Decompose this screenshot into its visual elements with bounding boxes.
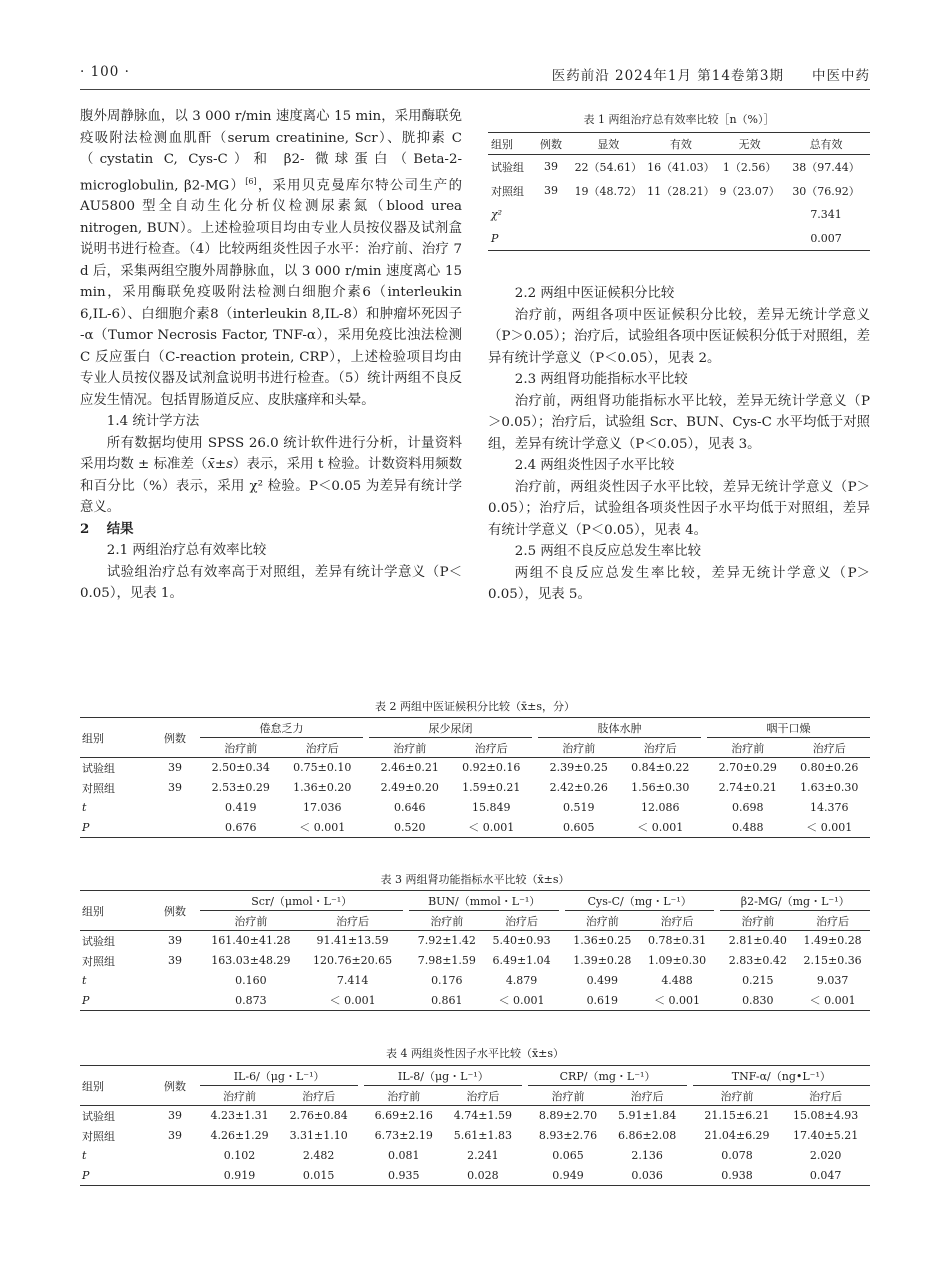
table-cell: 1.63±0.30 bbox=[800, 781, 859, 794]
table-sub-header: 治疗前 bbox=[369, 738, 451, 758]
table-cell: 15.849 bbox=[472, 801, 511, 814]
table-group-header: Cys-C/（mg・L⁻¹） bbox=[565, 891, 715, 911]
table-cell: 0.065 bbox=[552, 1149, 584, 1162]
table-cell: ＜ 0.001 bbox=[654, 994, 701, 1008]
table-cell bbox=[645, 203, 718, 227]
table-cell: 2.70±0.29 bbox=[718, 761, 777, 775]
table-cell: 0.619 bbox=[586, 993, 619, 1007]
table-cell: 1.49±0.28 bbox=[803, 934, 862, 948]
table-cell bbox=[572, 227, 645, 251]
table-cell: 22（54.61） bbox=[574, 160, 643, 174]
table-header-cell: 有效 bbox=[645, 133, 718, 155]
table-cell: 试验组 bbox=[491, 160, 524, 174]
table-cell: 4.879 bbox=[505, 974, 538, 987]
heading-2: 2 结果 bbox=[80, 520, 134, 537]
table-row bbox=[80, 1106, 870, 1126]
table-group-header: CRP/（mg・L⁻¹） bbox=[528, 1066, 686, 1086]
table1 bbox=[488, 132, 870, 251]
table-cell bbox=[150, 798, 200, 818]
table-cell: 0.605 bbox=[563, 820, 595, 834]
table-row bbox=[80, 991, 870, 1011]
table-cell: 2.53±0.29 bbox=[211, 781, 270, 794]
table-cell: 0.938 bbox=[721, 1168, 753, 1182]
journal-info: 医药前沿 2024年1月 第14卷第3期 bbox=[551, 68, 784, 84]
table-cell: 39 bbox=[544, 160, 559, 174]
table-cell: 0.007 bbox=[810, 231, 842, 245]
table-cell: 0.160 bbox=[235, 974, 267, 987]
table-cell: 5.91±1.84 bbox=[618, 1109, 677, 1123]
result-2-4-paragraph: 治疗前，两组炎性因子水平比较，差异无统计学意义（P＞0.05）；治疗后，试验组各项炎性因子水平均低于对照组，差异有统计学意义（P＜0.05），见表 4。 bbox=[488, 479, 870, 538]
table-sub-header: 治疗前 bbox=[200, 911, 302, 931]
table-group-header: β2-MG/（mg・L⁻¹） bbox=[720, 891, 870, 911]
table-cell: 11（28.21） bbox=[647, 184, 715, 198]
heading-2-3: 2.3 两组肾功能指标水平比较 bbox=[514, 372, 688, 387]
table-cell: 39 bbox=[168, 1109, 182, 1123]
table-sub-header: 治疗后 bbox=[620, 738, 702, 758]
table-row bbox=[488, 227, 870, 251]
left-column bbox=[80, 106, 462, 605]
table-cell bbox=[530, 227, 572, 251]
table-cell: P bbox=[82, 993, 90, 1007]
table-cell: 对照组 bbox=[491, 184, 524, 198]
table-sub-header: 治疗前 bbox=[693, 1086, 782, 1106]
table-cell: P bbox=[82, 820, 90, 834]
table-cell: 2.83±0.42 bbox=[728, 954, 787, 967]
table-header-cell: 例数 bbox=[150, 891, 200, 931]
table-row bbox=[80, 778, 870, 798]
table-cell: 0.949 bbox=[552, 1168, 584, 1182]
table-cell: 对照组 bbox=[82, 954, 115, 968]
table-cell bbox=[530, 203, 572, 227]
table-row bbox=[80, 1126, 870, 1146]
table-cell: ＜ 0.001 bbox=[809, 994, 856, 1008]
heading-1-4: 1.4 统计学方法 bbox=[106, 414, 200, 430]
table-cell: 30（76.92） bbox=[792, 184, 860, 198]
table-cell: ＜ 0.001 bbox=[637, 821, 684, 835]
table-cell: 39 bbox=[168, 761, 182, 775]
table-group-header: 倦怠乏力 bbox=[200, 718, 363, 738]
table-cell: 2.76±0.84 bbox=[289, 1109, 348, 1123]
table-group-header: TNF-α/（ng•L⁻¹） bbox=[693, 1066, 870, 1086]
table-cell: t bbox=[82, 801, 87, 814]
table-cell: 4.23±1.31 bbox=[210, 1109, 269, 1123]
table-cell: 2.15±0.36 bbox=[803, 954, 862, 967]
table-sub-header: 治疗前 bbox=[538, 738, 620, 758]
table-cell: 14.376 bbox=[810, 801, 849, 814]
table-cell bbox=[572, 203, 645, 227]
table-cell: 38（97.44） bbox=[792, 160, 860, 174]
table-cell: 39 bbox=[168, 954, 182, 967]
table-cell: 17.036 bbox=[303, 801, 342, 814]
table-header-cell: 组别 bbox=[80, 1066, 150, 1106]
table-sub-header: 治疗前 bbox=[409, 911, 484, 931]
table-cell: 9.037 bbox=[816, 974, 849, 987]
table-cell: 0.78±0.31 bbox=[647, 934, 707, 948]
table-row bbox=[80, 1166, 870, 1186]
table-cell: 2.46±0.21 bbox=[380, 761, 439, 775]
table-cell: 0.499 bbox=[586, 974, 619, 987]
table-cell: 2.241 bbox=[467, 1149, 499, 1162]
table-row bbox=[80, 931, 870, 951]
table-cell: 2.49±0.20 bbox=[380, 781, 439, 794]
table-cell: 0.676 bbox=[225, 820, 257, 834]
table-cell bbox=[150, 818, 200, 838]
table-header-cell: 组别 bbox=[488, 133, 530, 155]
table-row bbox=[488, 179, 870, 203]
table-cell: 39 bbox=[168, 781, 182, 794]
table-sub-header: 治疗后 bbox=[781, 1086, 870, 1106]
table-cell: 0.081 bbox=[388, 1149, 420, 1162]
table-cell: ＜ 0.001 bbox=[468, 821, 515, 835]
table-group-header: IL-8/（μg・L⁻¹） bbox=[364, 1066, 522, 1086]
table-cell: 2.50±0.34 bbox=[211, 761, 270, 775]
table-cell: 0.102 bbox=[223, 1149, 256, 1162]
table-cell: 9（23.07） bbox=[719, 184, 780, 198]
table-cell: 2.74±0.21 bbox=[718, 781, 777, 794]
table-row bbox=[80, 818, 870, 838]
table-cell: 1.59±0.21 bbox=[462, 781, 521, 794]
table-cell: 120.76±20.65 bbox=[312, 954, 393, 967]
table-cell: 17.40±5.21 bbox=[793, 1129, 859, 1142]
table-cell: 161.40±41.28 bbox=[211, 934, 291, 948]
table-cell: 0.830 bbox=[742, 993, 774, 1007]
table-cell: 0.92±0.16 bbox=[462, 761, 521, 775]
table-sub-header: 治疗前 bbox=[200, 1086, 279, 1106]
table-cell: 试验组 bbox=[82, 934, 115, 948]
table-group-header: Scr/（μmol・L⁻¹） bbox=[200, 891, 403, 911]
table-cell: 0.078 bbox=[721, 1149, 753, 1162]
heading-2-1: 2.1 两组治疗总有效率比较 bbox=[106, 543, 267, 559]
table-header-cell: 显效 bbox=[572, 133, 645, 155]
table-row bbox=[80, 798, 870, 818]
table-cell: 试验组 bbox=[82, 1109, 115, 1123]
table-cell: P bbox=[82, 1168, 90, 1182]
table-cell: 0.919 bbox=[223, 1168, 256, 1182]
result-2-2-paragraph: 治疗前，两组各项中医证候积分比较，差异无统计学意义（P＞0.05）；治疗后，试验组各项中医证候积分低于对照组，差异有统计学意义（P＜0.05），见表 2。 bbox=[488, 307, 870, 366]
table-cell: t bbox=[82, 974, 87, 987]
table-sub-header: 治疗前 bbox=[364, 1086, 443, 1106]
table-row bbox=[80, 758, 870, 778]
table-cell: 对照组 bbox=[82, 781, 115, 795]
table-cell bbox=[150, 991, 200, 1011]
table-cell: 5.40±0.93 bbox=[492, 934, 551, 948]
table-cell: 4.26±1.29 bbox=[210, 1129, 269, 1142]
table-row bbox=[488, 155, 870, 179]
section-label: 中医中药 bbox=[812, 68, 870, 84]
table3-caption: 表 3 两组肾功能指标水平比较（x̄±s） bbox=[380, 873, 570, 886]
table-cell: 2.020 bbox=[809, 1149, 842, 1162]
table2 bbox=[80, 717, 870, 838]
table-cell: 16（41.03） bbox=[647, 160, 715, 174]
page-number: · 100 · bbox=[80, 64, 130, 80]
table1-caption: 表 1 两组治疗总有效率比较［n（%）］ bbox=[583, 113, 775, 126]
table-cell: 1.56±0.30 bbox=[631, 781, 690, 794]
result-2-3-paragraph: 治疗前，两组肾功能指标水平比较，差异无统计学意义（P＞0.05）；治疗后，试验组 Scr、BUN、Cys-C 水平均低于对照组，差异有统计学意义（P＜0.05），见表 3。 bbox=[488, 393, 870, 452]
table-sub-header: 治疗后 bbox=[443, 1086, 522, 1106]
table-header-cell: 组别 bbox=[80, 718, 150, 758]
table-cell: 6.86±2.08 bbox=[618, 1129, 677, 1142]
table-cell: 3.31±1.10 bbox=[289, 1129, 348, 1142]
table-cell bbox=[150, 1166, 200, 1186]
table-sub-header: 治疗前 bbox=[720, 911, 795, 931]
table-cell: 0.646 bbox=[394, 801, 426, 814]
right-column bbox=[488, 283, 870, 606]
table-sub-header: 治疗前 bbox=[528, 1086, 607, 1106]
table-cell: 6.73±2.19 bbox=[374, 1129, 433, 1142]
table-cell: 试验组 bbox=[82, 761, 115, 775]
table-cell: 21.04±6.29 bbox=[704, 1129, 770, 1142]
table3 bbox=[80, 890, 870, 1011]
table-group-header: BUN/（mmol・L⁻¹） bbox=[409, 891, 559, 911]
table-cell: 15.08±4.93 bbox=[793, 1109, 859, 1123]
table-cell: 39 bbox=[168, 934, 182, 948]
table-cell: χ² bbox=[491, 208, 503, 221]
table-cell: 7.414 bbox=[336, 974, 369, 987]
table-cell: 1.39±0.28 bbox=[573, 954, 632, 967]
table-header-cell: 组别 bbox=[80, 891, 150, 931]
table-cell: 0.75±0.10 bbox=[293, 761, 352, 775]
table-header-cell: 例数 bbox=[530, 133, 572, 155]
table-cell: 0.419 bbox=[225, 801, 257, 814]
table-cell: 6.49±1.04 bbox=[492, 954, 551, 967]
table-sub-header: 治疗前 bbox=[200, 738, 282, 758]
table-cell bbox=[717, 227, 782, 251]
heading-2-2: 2.2 两组中医证候积分比较 bbox=[514, 286, 675, 301]
table-cell: 163.03±48.29 bbox=[211, 954, 291, 967]
table-group-header: IL-6/（μg・L⁻¹） bbox=[200, 1066, 358, 1086]
table-row bbox=[80, 951, 870, 971]
stats-paragraph: 所有数据均使用 SPSS 26.0 统计软件进行分析，计量资料采用均数 ± 标准差（x̄±s）表示，采用 t 检验。计数资料用频数和百分比（%）表示，采用 χ² 检验。P＜0.05 为差异有统计学意义。 bbox=[80, 435, 462, 516]
table-cell bbox=[150, 1146, 200, 1166]
table-cell: 0.519 bbox=[563, 801, 595, 814]
table-sub-header: 治疗后 bbox=[451, 738, 533, 758]
table-group-header: 肢体水肿 bbox=[538, 718, 701, 738]
table-cell: 39 bbox=[544, 184, 559, 197]
table-header-cell: 例数 bbox=[150, 1066, 200, 1106]
table-sub-header: 治疗后 bbox=[279, 1086, 358, 1106]
table-cell: 7.98±1.59 bbox=[417, 954, 476, 967]
table-cell: 2.81±0.40 bbox=[728, 934, 787, 948]
table-cell: 0.935 bbox=[388, 1168, 420, 1182]
table-cell: 0.047 bbox=[809, 1168, 842, 1182]
table-cell bbox=[717, 203, 782, 227]
table-header-cell: 例数 bbox=[150, 718, 200, 758]
table-header-cell: 总有效 bbox=[782, 133, 870, 155]
table-cell: 0.488 bbox=[732, 820, 764, 834]
heading-2-4: 2.4 两组炎性因子水平比较 bbox=[514, 458, 675, 473]
table-sub-header: 治疗后 bbox=[282, 738, 364, 758]
table-cell: 0.84±0.22 bbox=[631, 761, 690, 775]
table-cell: 8.89±2.70 bbox=[538, 1109, 598, 1123]
table-cell: 0.028 bbox=[467, 1168, 499, 1182]
table-sub-header: 治疗前 bbox=[565, 911, 640, 931]
table-cell: 0.176 bbox=[431, 974, 463, 987]
table-cell: 91.41±13.59 bbox=[316, 934, 389, 948]
header-rule bbox=[80, 89, 870, 90]
table-cell: 4.74±1.59 bbox=[453, 1109, 512, 1123]
table-cell: 对照组 bbox=[82, 1129, 115, 1143]
table-sub-header: 治疗后 bbox=[795, 911, 870, 931]
table-cell: ＜ 0.001 bbox=[806, 821, 853, 835]
table-row bbox=[488, 203, 870, 227]
table-cell: P bbox=[491, 231, 499, 245]
table-row bbox=[80, 971, 870, 991]
table2-caption: 表 2 两组中医证候积分比较（x̄±s，分） bbox=[374, 700, 576, 713]
table-sub-header: 治疗后 bbox=[640, 911, 715, 931]
table-sub-header: 治疗后 bbox=[789, 738, 871, 758]
citation[interactable]: [6] bbox=[245, 176, 257, 186]
table-cell: 4.488 bbox=[661, 974, 693, 987]
result-2-1-paragraph: 试验组治疗总有效率高于对照组，差异有统计学意义（P＜0.05），见表 1。 bbox=[80, 564, 462, 602]
table-row bbox=[80, 1146, 870, 1166]
table-cell: 7.92±1.42 bbox=[417, 934, 476, 948]
table-cell: 21.15±6.21 bbox=[704, 1109, 770, 1123]
table-cell: ＜ 0.001 bbox=[498, 994, 545, 1008]
table-sub-header: 治疗后 bbox=[608, 1086, 687, 1106]
table-cell bbox=[150, 971, 200, 991]
table-cell: 0.215 bbox=[742, 974, 774, 987]
heading-2-5: 2.5 两组不良反应总发生率比较 bbox=[514, 544, 702, 559]
table-cell: 0.036 bbox=[631, 1168, 663, 1182]
table4-caption: 表 4 两组炎性因子水平比较（x̄±s） bbox=[385, 1047, 565, 1060]
methods-paragraph: 腹外周静脉血，以 3 000 r/min 速度离心 15 min，采用酶联免疫吸附法检测血肌酐（serum creatinine, Scr）、胱抑素 C（cystatin C, Cys-C）和 β2- 微球蛋白（Beta-2-microglobulin, β2-MG）[6]，采用贝克曼库尔特公司生产的 AU5800 型全自动生化分析仪检测尿素氮（blood urea nitrogen, BUN）。上述检验项目均由专业人员按仪器及试剂盒说明书进行检查。（4）比较两组炎性因子水平：治疗前、治疗 7 d 后，采集两组空腹外周静脉血，以 3 000 r/min 速度离心 15 min，采用酶联免疫吸附法检测白细胞介素6（interleukin 6,IL-6）、白细胞介素8（interleukin 8,IL-8）和肿瘤坏死因子 -α（Tumor Necrosis Factor, TNF-α），采用免疫比浊法检测 C 反应蛋白（C-reaction protein, CRP），上述检验项目均由专业人员按仪器及试剂盒说明书进行检查。（5）统计两组不良反应发生情况。包括胃肠道反应、皮肤瘙痒和头晕。 bbox=[80, 109, 463, 408]
table-cell: 6.69±2.16 bbox=[374, 1109, 433, 1123]
table-group-header: 尿少尿闭 bbox=[369, 718, 532, 738]
table-cell: 0.873 bbox=[235, 993, 267, 1007]
table-cell: 0.520 bbox=[394, 820, 426, 834]
table-sub-header: 治疗后 bbox=[302, 911, 404, 931]
table-header-cell: 无效 bbox=[717, 133, 782, 155]
table-cell: 2.42±0.26 bbox=[549, 781, 608, 794]
table-cell: 0.698 bbox=[732, 801, 764, 814]
table-cell: 0.80±0.26 bbox=[800, 761, 859, 775]
table-group-header: 咽干口燥 bbox=[707, 718, 870, 738]
table-cell: 5.61±1.83 bbox=[453, 1129, 512, 1142]
table4 bbox=[80, 1065, 870, 1186]
table-cell: 1.09±0.30 bbox=[647, 954, 707, 967]
table-cell: ＜ 0.001 bbox=[329, 994, 376, 1008]
table-cell: 1（2.56） bbox=[722, 160, 777, 174]
table-cell: ＜ 0.001 bbox=[299, 821, 346, 835]
table-cell: 19（48.72） bbox=[574, 184, 643, 198]
table-sub-header: 治疗后 bbox=[484, 911, 559, 931]
table-cell: 2.136 bbox=[631, 1149, 663, 1162]
table-cell: 2.482 bbox=[302, 1149, 335, 1162]
table-cell: 1.36±0.25 bbox=[573, 934, 632, 948]
table-cell: 2.39±0.25 bbox=[549, 761, 608, 775]
table-cell bbox=[645, 227, 718, 251]
table-sub-header: 治疗前 bbox=[707, 738, 789, 758]
result-2-5-paragraph: 两组不良反应总发生率比较，差异无统计学意义（P＞0.05），见表 5。 bbox=[488, 565, 870, 602]
table-cell: 0.861 bbox=[431, 993, 463, 1007]
page-header bbox=[80, 64, 870, 86]
table-cell: 12.086 bbox=[641, 801, 680, 814]
table-cell: 1.36±0.20 bbox=[293, 781, 352, 794]
table-cell: t bbox=[82, 1149, 87, 1162]
table-cell: 0.015 bbox=[302, 1168, 335, 1182]
table-cell: 39 bbox=[168, 1129, 182, 1142]
table-cell: 7.341 bbox=[810, 208, 842, 221]
table-cell: 8.93±2.76 bbox=[538, 1129, 598, 1142]
